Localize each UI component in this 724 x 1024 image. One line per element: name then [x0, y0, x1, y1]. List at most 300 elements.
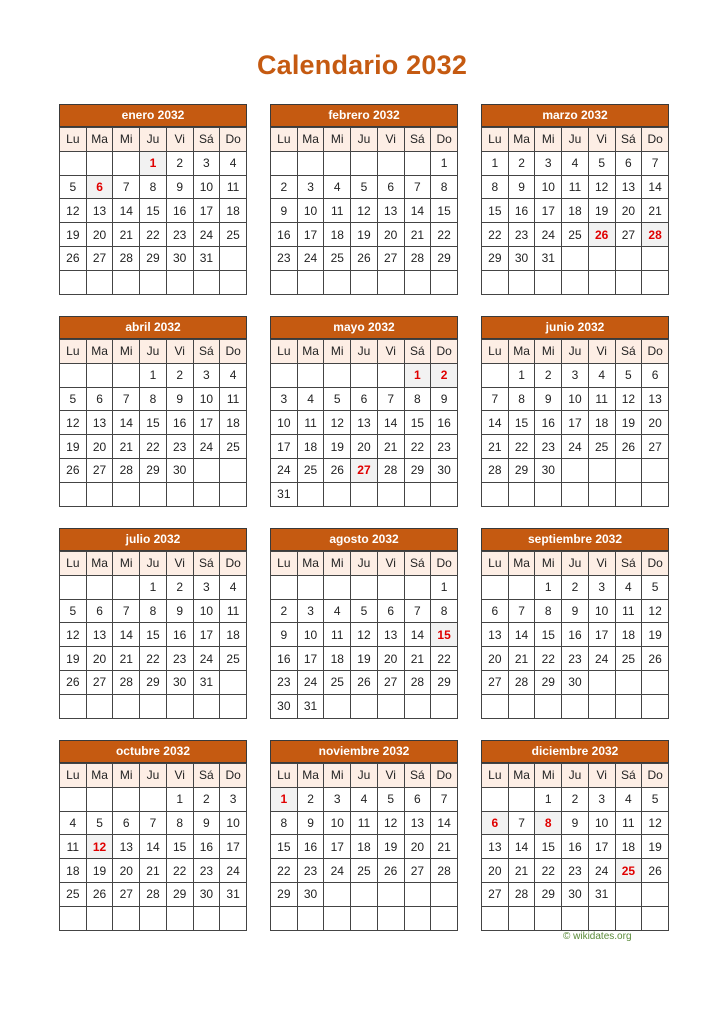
weekday-label: Ju [351, 552, 378, 576]
weekday-label: Do [431, 764, 458, 788]
day-cell: 18 [220, 411, 247, 435]
weekday-header-row [60, 552, 247, 576]
day-cell: 3 [193, 575, 220, 599]
day-cell: 26 [377, 859, 404, 883]
day-cell: 23 [297, 859, 324, 883]
day-cell: 11 [324, 199, 351, 223]
day-cell: 30 [508, 246, 535, 270]
day-cell: 21 [140, 859, 167, 883]
day-cell: 15 [535, 835, 562, 859]
day-cell: 29 [431, 246, 458, 270]
week-row [60, 223, 247, 247]
day-cell: 5 [86, 811, 113, 835]
day-cell: 7 [642, 151, 669, 175]
day-cell: 19 [351, 223, 378, 247]
weekday-label: Sá [193, 764, 220, 788]
weekday-label: Lu [271, 764, 298, 788]
day-cell: 26 [324, 458, 351, 482]
month-title: abril 2032 [59, 316, 247, 339]
empty-cell [642, 882, 669, 906]
week-row [482, 623, 669, 647]
day-cell: 11 [60, 835, 87, 859]
empty-cell [166, 482, 193, 506]
empty-cell [113, 270, 140, 294]
empty-cell [113, 363, 140, 387]
day-cell: 27 [113, 882, 140, 906]
empty-cell [377, 882, 404, 906]
week-row [271, 363, 458, 387]
day-cell: 21 [482, 435, 509, 459]
day-cell: 9 [271, 623, 298, 647]
day-cell: 7 [508, 599, 535, 623]
day-cell: 4 [351, 787, 378, 811]
day-cell: 27 [86, 458, 113, 482]
empty-cell [642, 270, 669, 294]
day-cell: 9 [166, 599, 193, 623]
empty-cell [297, 363, 324, 387]
weekday-label: Sá [404, 552, 431, 576]
weekday-label: Ju [140, 128, 167, 152]
weekday-label: Sá [193, 128, 220, 152]
empty-cell [482, 787, 509, 811]
day-cell: 4 [220, 363, 247, 387]
month-title: febrero 2032 [270, 104, 458, 127]
empty-cell [60, 363, 87, 387]
day-cell: 10 [193, 387, 220, 411]
empty-cell [588, 482, 615, 506]
day-cell: 13 [642, 387, 669, 411]
day-cell: 25 [324, 670, 351, 694]
day-cell: 9 [271, 199, 298, 223]
day-cell: 23 [271, 246, 298, 270]
day-cell: 4 [324, 175, 351, 199]
day-cell: 6 [86, 387, 113, 411]
day-cell: 20 [113, 859, 140, 883]
empty-cell [615, 270, 642, 294]
day-cell: 16 [166, 199, 193, 223]
weekday-label: Ma [86, 552, 113, 576]
weekday-label: Ma [508, 340, 535, 364]
day-cell: 14 [642, 175, 669, 199]
month-marzo [481, 104, 669, 295]
day-cell: 12 [351, 199, 378, 223]
weekday-label: Ma [297, 764, 324, 788]
day-cell: 28 [377, 458, 404, 482]
day-cell: 25 [588, 435, 615, 459]
day-cell: 11 [220, 175, 247, 199]
day-cell: 30 [166, 670, 193, 694]
day-cell: 5 [351, 175, 378, 199]
day-cell: 16 [166, 623, 193, 647]
day-cell: 23 [508, 223, 535, 247]
day-cell: 15 [508, 411, 535, 435]
week-row [482, 835, 669, 859]
weekday-label: Vi [166, 552, 193, 576]
day-cell: 5 [60, 387, 87, 411]
week-row [271, 670, 458, 694]
day-cell: 25 [324, 246, 351, 270]
week-row [482, 411, 669, 435]
day-cell: 6 [86, 599, 113, 623]
day-cell: 7 [113, 175, 140, 199]
empty-cell [588, 270, 615, 294]
weekday-label: Mi [535, 340, 562, 364]
empty-cell [482, 270, 509, 294]
day-cell: 22 [508, 435, 535, 459]
day-cell: 2 [193, 787, 220, 811]
empty-cell [404, 482, 431, 506]
weekday-header-row [60, 128, 247, 152]
day-cell: 21 [642, 199, 669, 223]
day-cell: 14 [431, 811, 458, 835]
day-cell: 4 [562, 151, 589, 175]
page-title: Calendario 2032 [256, 50, 468, 80]
weekday-header-row [271, 128, 458, 152]
day-cell: 14 [508, 835, 535, 859]
empty-cell [140, 906, 167, 930]
week-row [482, 387, 669, 411]
empty-cell [562, 270, 589, 294]
empty-cell [588, 246, 615, 270]
day-cell: 27 [404, 859, 431, 883]
day-cell: 15 [404, 411, 431, 435]
day-cell: 26 [60, 246, 87, 270]
day-cell: 6 [482, 599, 509, 623]
weekday-label: Lu [271, 340, 298, 364]
empty-cell [431, 882, 458, 906]
weekday-header-row [271, 340, 458, 364]
day-cell: 25 [60, 882, 87, 906]
month-junio [481, 316, 669, 507]
empty-cell [140, 787, 167, 811]
day-cell: 22 [482, 223, 509, 247]
empty-cell [508, 694, 535, 718]
day-cell: 10 [297, 199, 324, 223]
empty-cell [351, 151, 378, 175]
day-cell: 2 [562, 575, 589, 599]
weekday-label: Ju [351, 340, 378, 364]
day-cell: 9 [297, 811, 324, 835]
day-cell: 29 [508, 458, 535, 482]
day-cell: 27 [482, 882, 509, 906]
empty-cell [404, 694, 431, 718]
day-cell: 31 [220, 882, 247, 906]
holiday-day-cell: 26 [588, 223, 615, 247]
week-row [482, 482, 669, 506]
empty-cell [220, 246, 247, 270]
weekday-label: Vi [166, 764, 193, 788]
empty-cell [297, 151, 324, 175]
day-cell: 14 [508, 623, 535, 647]
day-cell: 23 [535, 435, 562, 459]
weekday-label: Sá [615, 340, 642, 364]
day-cell: 3 [562, 363, 589, 387]
month-julio [59, 528, 247, 719]
day-cell: 29 [482, 246, 509, 270]
day-cell: 13 [404, 811, 431, 835]
day-cell: 10 [535, 175, 562, 199]
day-cell: 18 [297, 435, 324, 459]
weekday-label: Sá [193, 340, 220, 364]
weekday-label: Mi [113, 764, 140, 788]
day-cell: 16 [535, 411, 562, 435]
day-cell: 25 [562, 223, 589, 247]
day-cell: 7 [482, 387, 509, 411]
month-table [270, 763, 458, 931]
week-row [271, 835, 458, 859]
week-row [60, 246, 247, 270]
weekday-label: Lu [482, 764, 509, 788]
week-row [482, 694, 669, 718]
day-cell: 26 [615, 435, 642, 459]
day-cell: 13 [482, 623, 509, 647]
empty-cell [404, 575, 431, 599]
weekday-header-row [271, 764, 458, 788]
week-row [60, 199, 247, 223]
day-cell: 31 [193, 670, 220, 694]
month-table [59, 127, 247, 295]
day-cell: 19 [86, 859, 113, 883]
empty-cell [535, 906, 562, 930]
weekday-label: Lu [60, 552, 87, 576]
day-cell: 4 [615, 787, 642, 811]
month-febrero [270, 104, 458, 295]
day-cell: 12 [324, 411, 351, 435]
day-cell: 4 [220, 575, 247, 599]
day-cell: 7 [431, 787, 458, 811]
weekday-header-row [60, 340, 247, 364]
day-cell: 6 [113, 811, 140, 835]
weekday-label: Ju [351, 128, 378, 152]
month-title: enero 2032 [59, 104, 247, 127]
day-cell: 19 [615, 411, 642, 435]
day-cell: 16 [271, 647, 298, 671]
week-row [482, 435, 669, 459]
week-row [271, 647, 458, 671]
empty-cell [324, 906, 351, 930]
week-row [482, 599, 669, 623]
day-cell: 23 [166, 223, 193, 247]
empty-cell [508, 787, 535, 811]
weekday-label: Vi [166, 340, 193, 364]
day-cell: 24 [324, 859, 351, 883]
weekday-label: Ju [562, 128, 589, 152]
day-cell: 14 [404, 623, 431, 647]
day-cell: 16 [297, 835, 324, 859]
week-row [60, 882, 247, 906]
day-cell: 10 [271, 411, 298, 435]
day-cell: 29 [140, 670, 167, 694]
day-cell: 18 [60, 859, 87, 883]
day-cell: 23 [271, 670, 298, 694]
empty-cell [404, 270, 431, 294]
empty-cell [615, 482, 642, 506]
day-cell: 20 [482, 647, 509, 671]
day-cell: 13 [86, 411, 113, 435]
month-table [59, 551, 247, 719]
weekday-label: Vi [166, 128, 193, 152]
weekday-label: Sá [404, 340, 431, 364]
weekday-label: Mi [324, 764, 351, 788]
day-cell: 28 [140, 882, 167, 906]
day-cell: 29 [140, 458, 167, 482]
day-cell: 20 [377, 647, 404, 671]
day-cell: 6 [351, 387, 378, 411]
day-cell: 17 [562, 411, 589, 435]
week-row [482, 811, 669, 835]
day-cell: 23 [562, 859, 589, 883]
day-cell: 23 [431, 435, 458, 459]
day-cell: 7 [508, 811, 535, 835]
empty-cell [220, 670, 247, 694]
empty-cell [615, 882, 642, 906]
day-cell: 21 [113, 223, 140, 247]
day-cell: 15 [166, 835, 193, 859]
day-cell: 5 [642, 575, 669, 599]
holiday-day-cell: 1 [271, 787, 298, 811]
day-cell: 30 [297, 882, 324, 906]
holiday-day-cell: 2 [431, 363, 458, 387]
day-cell: 17 [297, 647, 324, 671]
month-agosto [270, 528, 458, 719]
day-cell: 28 [508, 670, 535, 694]
weekday-header-row [482, 128, 669, 152]
day-cell: 11 [562, 175, 589, 199]
empty-cell [113, 787, 140, 811]
day-cell: 19 [642, 835, 669, 859]
day-cell: 12 [642, 811, 669, 835]
day-cell: 2 [535, 363, 562, 387]
day-cell: 30 [166, 246, 193, 270]
day-cell: 15 [271, 835, 298, 859]
empty-cell [615, 670, 642, 694]
week-row [60, 859, 247, 883]
day-cell: 25 [351, 859, 378, 883]
day-cell: 16 [508, 199, 535, 223]
weekday-label: Lu [60, 340, 87, 364]
empty-cell [86, 151, 113, 175]
weekday-label: Ma [508, 552, 535, 576]
week-row [482, 882, 669, 906]
day-cell: 14 [113, 411, 140, 435]
day-cell: 18 [324, 647, 351, 671]
day-cell: 28 [113, 246, 140, 270]
weekday-header-row [482, 340, 669, 364]
day-cell: 26 [86, 882, 113, 906]
week-row [482, 363, 669, 387]
day-cell: 8 [482, 175, 509, 199]
weekday-label: Lu [60, 128, 87, 152]
holiday-day-cell: 1 [404, 363, 431, 387]
day-cell: 10 [588, 811, 615, 835]
empty-cell [60, 906, 87, 930]
weekday-label: Ju [562, 340, 589, 364]
empty-cell [482, 575, 509, 599]
day-cell: 3 [535, 151, 562, 175]
day-cell: 7 [404, 175, 431, 199]
day-cell: 24 [193, 435, 220, 459]
day-cell: 3 [588, 575, 615, 599]
day-cell: 25 [615, 647, 642, 671]
day-cell: 25 [220, 435, 247, 459]
empty-cell [271, 906, 298, 930]
day-cell: 15 [431, 199, 458, 223]
empty-cell [297, 270, 324, 294]
day-cell: 8 [140, 175, 167, 199]
day-cell: 21 [508, 647, 535, 671]
empty-cell [431, 482, 458, 506]
month-table [481, 551, 669, 719]
day-cell: 5 [60, 175, 87, 199]
empty-cell [535, 694, 562, 718]
empty-cell [377, 363, 404, 387]
weekday-label: Ma [86, 764, 113, 788]
empty-cell [86, 694, 113, 718]
day-cell: 11 [351, 811, 378, 835]
day-cell: 12 [60, 199, 87, 223]
day-cell: 26 [351, 246, 378, 270]
day-cell: 15 [482, 199, 509, 223]
day-cell: 20 [351, 435, 378, 459]
week-row [482, 246, 669, 270]
empty-cell [324, 151, 351, 175]
day-cell: 1 [535, 787, 562, 811]
empty-cell [60, 482, 87, 506]
empty-cell [140, 270, 167, 294]
day-cell: 27 [86, 246, 113, 270]
month-title: agosto 2032 [270, 528, 458, 551]
day-cell: 27 [642, 435, 669, 459]
day-cell: 16 [166, 411, 193, 435]
day-cell: 29 [535, 882, 562, 906]
day-cell: 4 [60, 811, 87, 835]
day-cell: 5 [588, 151, 615, 175]
day-cell: 14 [113, 199, 140, 223]
empty-cell [377, 694, 404, 718]
day-cell: 7 [140, 811, 167, 835]
empty-cell [220, 270, 247, 294]
day-cell: 16 [193, 835, 220, 859]
empty-cell [508, 482, 535, 506]
month-title: octubre 2032 [59, 740, 247, 763]
day-cell: 13 [377, 623, 404, 647]
day-cell: 23 [193, 859, 220, 883]
day-cell: 17 [220, 835, 247, 859]
day-cell: 20 [642, 411, 669, 435]
week-row [60, 435, 247, 459]
day-cell: 14 [140, 835, 167, 859]
weekday-label: Lu [271, 552, 298, 576]
day-cell: 12 [588, 175, 615, 199]
day-cell: 4 [615, 575, 642, 599]
day-cell: 22 [431, 223, 458, 247]
week-row [271, 270, 458, 294]
weekday-label: Do [642, 552, 669, 576]
weekday-label: Do [431, 340, 458, 364]
empty-cell [297, 482, 324, 506]
day-cell: 30 [193, 882, 220, 906]
empty-cell [482, 694, 509, 718]
day-cell: 29 [535, 670, 562, 694]
day-cell: 17 [324, 835, 351, 859]
day-cell: 10 [220, 811, 247, 835]
empty-cell [113, 694, 140, 718]
day-cell: 17 [588, 623, 615, 647]
day-cell: 8 [140, 599, 167, 623]
day-cell: 24 [193, 647, 220, 671]
day-cell: 11 [588, 387, 615, 411]
empty-cell [562, 694, 589, 718]
